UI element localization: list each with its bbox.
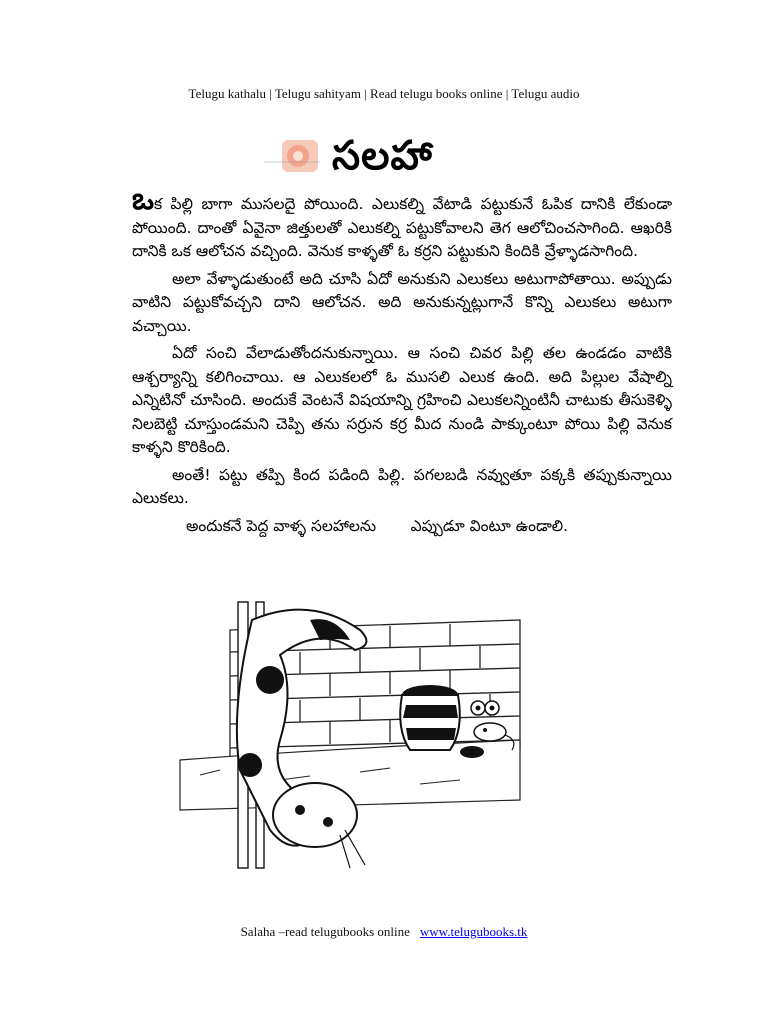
- moral-right: ఎప్పుడూ వింటూ ఉండాలి.: [410, 516, 569, 535]
- story-body: [132, 182, 672, 542]
- story-paragraph: ఏదో సంచి వేలాడుతోందనుకున్నాయి. ఆ సంచి చివర పిల్లి తల ఉండడం వాటికి ఆశ్చర్యాన్ని కలిగించాయి. ఆ ఎలుకలలో ఓ ముసలి ఎలుక ఉంది. అది పిల్లుల వేషాల్ని ఎన్నిటినో చూసింది. అందుకే వెంటనే విషయాన్ని గ్రహించి ఎలుకలన్నింటినీ చాటుకు తీసుకెళ్ళి నిలబెట్టి చూస్తుండమని చెప్పి తను సర్రున కర్ర మీద నుండి పాక్కుంటూ పోయి పిల్లి వెనుక కాళ్ళని కొరికింది.: [132, 344, 672, 456]
- paragraph-text: క పిల్లి బాగా ముసలదై పోయింది. ఎలుకల్ని వేటాడి పట్టుకునే ఓపిక దానికి లేకుండా పోయింది. దాంతో ఏవైనా జిత్తులతో ఎలుకల్ని పట్టుకోవాలని తెగ ఆలోచించసాగింది. ఆఖరికి దానికి ఒక ఆలోచన వచ్చింది. వెనుక కాళ్ళతో ఓ కర్రని పట్టుకుని కిందికి వ్రేళ్ళాడసాగింది.: [132, 195, 672, 260]
- moral-left: అందుకనే పెద్ద వాళ్ళ సలహాలను: [186, 516, 377, 535]
- footer-text: Salaha –read telugubooks online: [240, 924, 410, 939]
- telugubooks-logo-icon: [262, 136, 324, 176]
- page-header: Telugu kathalu | Telugu sahityam | Read telugu books online | Telugu audio: [188, 86, 580, 101]
- story-paragraph: అలా వేళ్ళాడుతుంటే అది చూసి ఏదో అనుకుని ఎలుకలు అటుగాపోతాయి. అప్పుడు వాటిని పట్టుకోవచ్చని దాని ఆలోచన. అది అనుకున్నట్లుగానే కొన్ని ఎలుకలు అటుగా వచ్చాయి.: [132, 269, 672, 335]
- story-paragraph: అంతే! పట్టు తప్పి కింద పడింది పిల్లి. పగలబడి నవ్వుతూ పక్కకి తప్పుకున్నాయి ఎలుకలు.: [132, 465, 672, 507]
- drop-cap: ఒ: [132, 182, 154, 217]
- title-row: [262, 128, 433, 184]
- footer-link[interactable]: www.telugubooks.tk: [419, 924, 528, 939]
- story-paragraph: [132, 182, 672, 264]
- story-moral: [132, 515, 672, 539]
- cat-hanging-from-stick-illustration-icon: [160, 600, 530, 870]
- page-title: సలహా: [332, 133, 433, 179]
- page-footer: [0, 924, 768, 940]
